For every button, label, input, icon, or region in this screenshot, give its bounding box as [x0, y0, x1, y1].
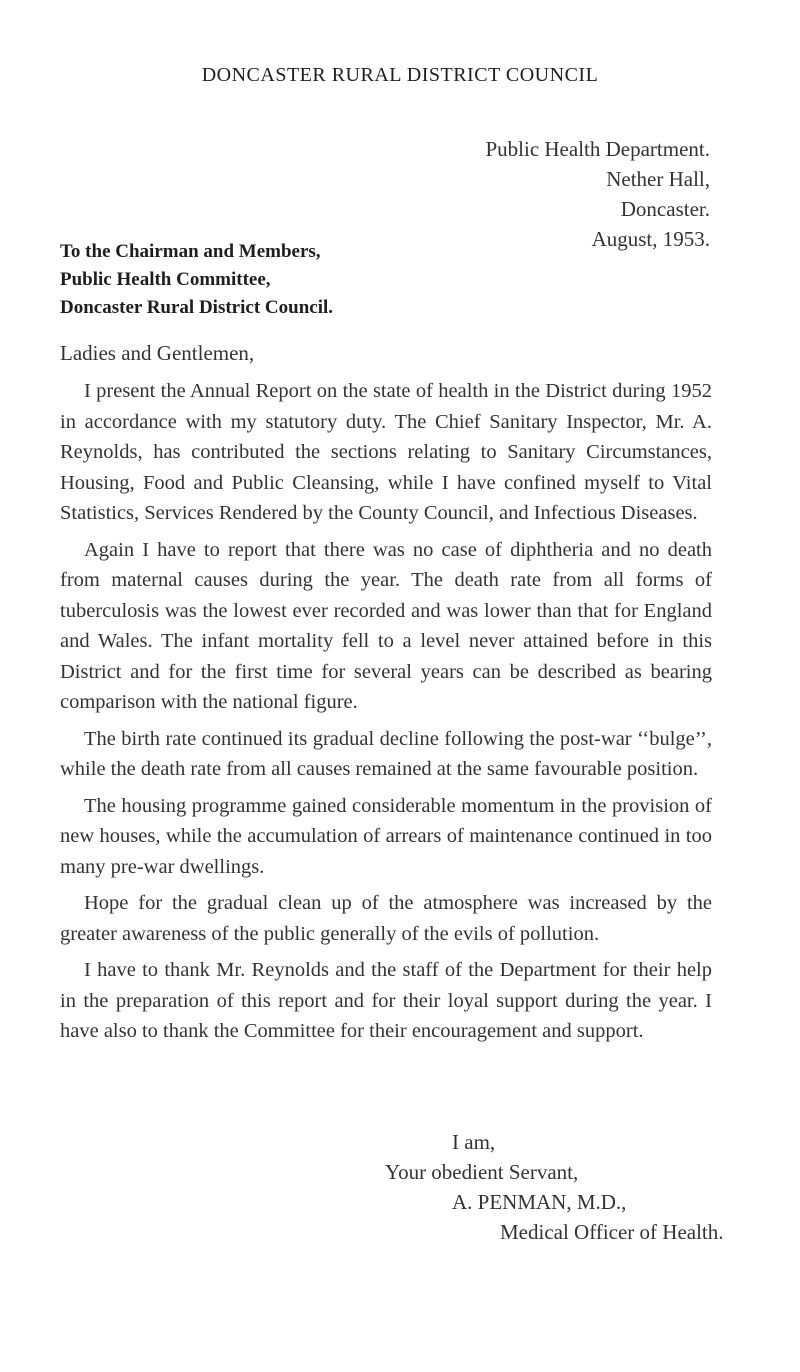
recipient-block: [60, 238, 333, 322]
paragraph-5: Hope for the gradual clean up of the atmosphere was increased by the greater awareness of the public generally of the evils of pollution.: [60, 892, 712, 945]
address-town: Doncaster.: [620, 197, 710, 221]
sender-address: [485, 134, 710, 254]
letter-body: [60, 376, 712, 1053]
salutation: Ladies and Gentlemen,: [60, 341, 255, 365]
letter-date: August, 1953.: [591, 227, 710, 251]
paragraph-3: The birth rate continued its gradual decline following the post-war ‘‘bulge’’, while the death rate from all causes remained at the same favourable position.: [60, 727, 712, 780]
closing-line-1: I am,: [452, 1130, 496, 1154]
address-building: Nether Hall,: [606, 167, 710, 191]
address-department: Public Health Department.: [485, 137, 710, 161]
paragraph-4: The housing programme gained considerable momentum in the provision of new houses, while the accumulation of arrears of maintenance continued in too many pre-war dwellings.: [60, 794, 712, 878]
signatory-title: Medical Officer of Health.: [500, 1220, 724, 1244]
signatory-name: A. PENMAN, M.D.,: [452, 1190, 627, 1214]
recipient-line-3: Doncaster Rural District Council.: [60, 297, 334, 318]
recipient-line-1: To the Chairman and Members,: [60, 241, 321, 262]
closing-line-2: Your obedient Servant,: [385, 1160, 579, 1184]
recipient-line-2: Public Health Committee,: [60, 269, 271, 290]
paragraph-6: I have to thank Mr. Reynolds and the staff of the Department for their help in the preparation of this report and for their loyal support during the year. I have also to thank the Committee for their encouragement and support.: [60, 959, 712, 1042]
council-title: DONCASTER RURAL DISTRICT COUNCIL: [201, 64, 599, 86]
paragraph-2: Again I have to report that there was no case of diphtheria and no death from maternal causes during the year. The death rate from all forms of tuberculosis was the lowest ever recorded and was lower than that for England and Wales. The infant mortality fell to a level never attained before in this District and for the first time for several years can be described as bearing comparison with the national figure.: [60, 538, 712, 713]
paragraph-1: I present the Annual Report on the state of health in the District during 1952 in accordance with my statutory duty. The Chief Sanitary Inspector, Mr. A. Reynolds, has contributed the sections relating to Sanitary Circumstances, Housing, Food and Public Cleansing, while I have confined myself to Vital Statistics, Services Rendered by the County Council, and Infectious Diseases.: [60, 380, 712, 524]
